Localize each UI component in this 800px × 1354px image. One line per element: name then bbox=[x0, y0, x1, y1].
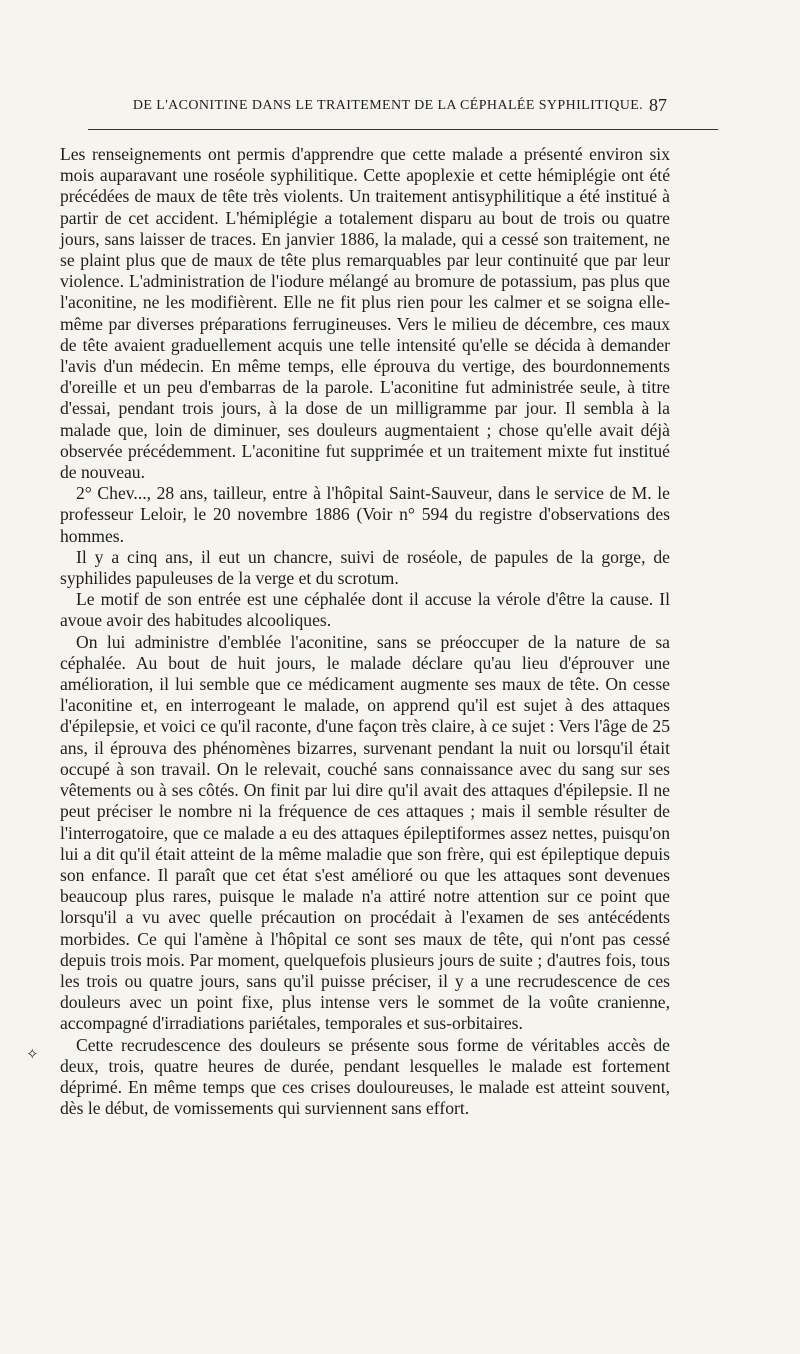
body-text bbox=[60, 144, 670, 1119]
paragraph-treatment: On lui administre d'emblée l'aconitine, sans se préoccuper de la nature de sa céphalée. Au bout de huit jours, le malade déclare qu'au lieu d'éprouver une amélioration, il lui semble que ce médicament augmente ses maux de tête. On cesse l'aconitine et, en interrogeant le malade, on apprend qu'il est sujet à des attaques d'épilepsie, et voici ce qu'il raconte, d'une façon très claire, à ce sujet : Vers l'âge de 25 ans, il éprouva des phénomènes bizarres, survenant pendant la nuit ou lorsqu'il était occupé à son travail. On le relevait, couché sans connaissance avec du sang sur ses vêtements ou à ses côtés. On finit par lui dire qu'il avait des attaques d'épilepsie. Il ne peut préciser le nombre ni la fréquence de ces attaques ; mais il semble résulter de l'interrogatoire, que ce malade a eu des attaques épileptiformes assez nettes, puisqu'on lui a dit qu'il était atteint de la même maladie que son frère, qui est épileptique depuis son enfance. Il paraît que cet état s'est amélioré ou que les attaques sont devenues beaucoup plus rares, puisque le malade n'a attiré notre attention sur ce point que lorsqu'il a vu avec quelle précaution on procédait à l'examen de ses antécédents morbides. Ce qui l'amène à l'hôpital ce sont ses maux de tête, qui n'ont pas cessé depuis trois mois. Par moment, quelquefois plusieurs jours de suite ; d'autres fois, tous les trois ou quatre jours, sans qu'il puisse préciser, il y a une recrudescence de ces douleurs avec un point fixe, plus intense vers le sommet de la voûte cranienne, accompagné d'irradiations pariétales, temporales et sus-orbitaires. bbox=[60, 631, 670, 1034]
running-title: DE L'ACONITINE DANS LE TRAITEMENT DE LA CÉPHALÉE SYPHILITIQUE. bbox=[132, 98, 644, 113]
paragraph-recrudescence: Cette recrudescence des douleurs se présente sous forme de véritables accès de deux, trois, quatre heures de durée, pendant lesquelles le malade est fortement déprimé. En même temps que ces crises douloureuses, le malade est atteint souvent, dès le début, de vomissements qui surviennent sans effort. bbox=[60, 1034, 670, 1119]
page-number: 87 bbox=[649, 95, 667, 115]
paragraph-motive: Le motif de son entrée est une céphalée dont il accuse la vérole d'être la cause. Il avoue avoir des habitudes alcooliques. bbox=[60, 589, 670, 631]
paragraph-continuation: Les renseignements ont permis d'apprendre que cette malade a présenté environ six mois auparavant une roséole syphilitique. Cette apoplexie et cette hémiplégie ont été précédées de maux de tête très violents. Un traitement antisyphilitique a été institué à partir de cet accident. L'hémiplégie a totalement disparu au bout de trois ou quatre jours, sans laisser de traces. En janvier 1886, la malade, qui a cessé son traitement, ne se plaint plus que de maux de tête plus remarquables par leur continuité que par leur violence. L'administration de l'iodure mélangé au bromure de potassium, pas plus que l'aconitine, ne les modifièrent. Elle ne fit plus rien pour les calmer et se soigna elle-même par diverses préparations ferrugineuses. Vers le milieu de décembre, ces maux de tête avaient graduellement acquis une telle intensité qu'elle se décida à demander l'avis d'un médecin. En même temps, elle éprouva du vertige, des bourdonnements d'oreille et un peu d'embarras de la parole. L'aconitine fut administrée seule, à titre d'essai, pendant trois jours, à la dose de un milligramme par jour. Il sembla à la malade que, loin de diminuer, ses douleurs augmentaient ; chose qu'elle avait déjà observée précédemment. L'aconitine fut supprimée et un traitement mixte fut institué de nouveau. bbox=[60, 144, 670, 483]
paragraph-case-2: 2° Chev..., 28 ans, tailleur, entre à l'hôpital Saint-Sauveur, dans le service de M. le professeur Leloir, le 20 novembre 1886 (Voir n° 594 du registre d'observations des hommes. bbox=[60, 483, 670, 546]
margin-mark: ✧ bbox=[26, 1047, 39, 1063]
header-rule bbox=[88, 129, 718, 130]
paragraph-history: Il y a cinq ans, il eut un chancre, suivi de roséole, de papules de la gorge, de syphilides papuleuses de la verge et du scrotum. bbox=[60, 546, 670, 589]
